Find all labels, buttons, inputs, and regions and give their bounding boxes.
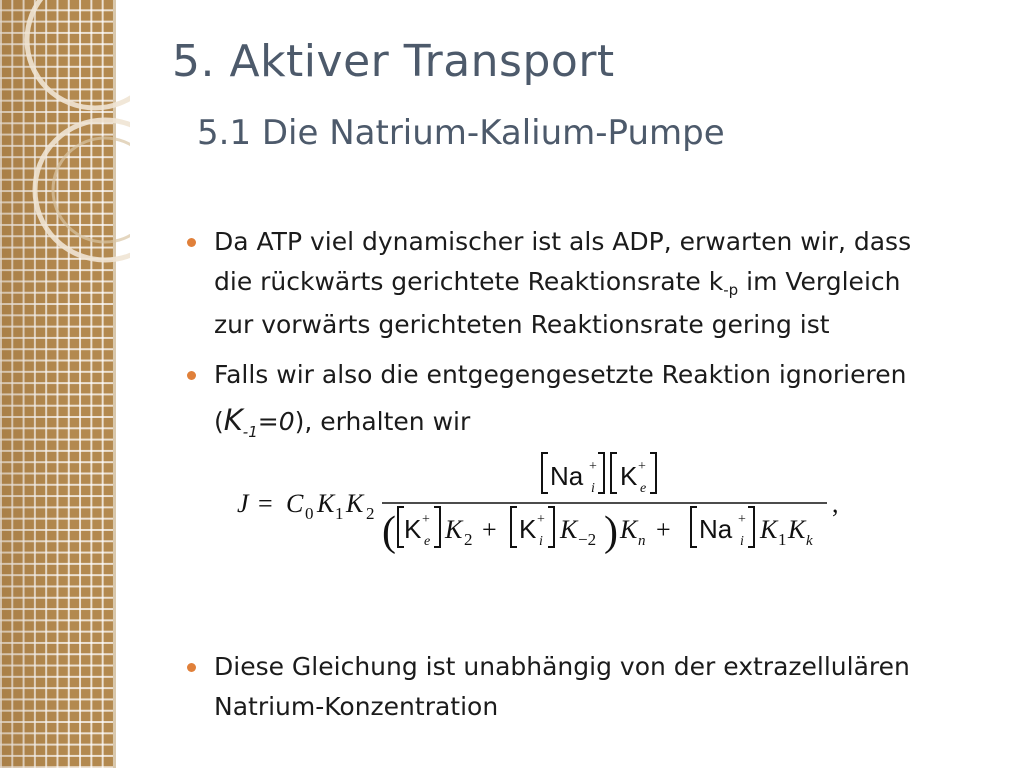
den-Na-sup: + bbox=[738, 512, 746, 527]
num-Na-sup: + bbox=[589, 459, 597, 474]
paren-open: ( bbox=[214, 407, 224, 436]
eq-J: J bbox=[237, 489, 249, 518]
den-Kn-sub: n bbox=[638, 533, 646, 549]
bullet-dot-icon bbox=[187, 238, 196, 247]
bullet-text: im Vergleich bbox=[738, 267, 901, 296]
eq-K1: K bbox=[317, 489, 335, 518]
bracket bbox=[748, 507, 754, 547]
bullet-dot-icon bbox=[187, 663, 196, 672]
eq-C-sub: 0 bbox=[305, 504, 314, 523]
paren-open: ( bbox=[382, 509, 396, 555]
den-Km2-sub: −2 bbox=[578, 530, 597, 549]
slide-subtitle: 5.1 Die Natrium-Kalium-Pumpe bbox=[197, 113, 725, 153]
den-Ke: K bbox=[404, 514, 422, 544]
bullet-item bbox=[187, 355, 987, 457]
eq-K2-sub: 2 bbox=[366, 504, 375, 523]
decorative-circles bbox=[0, 0, 130, 280]
rate-subscript: -p bbox=[723, 281, 739, 299]
den-Km2: K bbox=[560, 515, 578, 544]
num-Na-sub: i bbox=[591, 481, 595, 496]
k-equals: =0 bbox=[257, 407, 295, 436]
bracket bbox=[598, 453, 604, 493]
num-Na: Na bbox=[550, 461, 584, 491]
bracket bbox=[542, 453, 548, 493]
bullet-dot-icon bbox=[187, 371, 196, 380]
paren-close: ) bbox=[604, 509, 618, 555]
den-K1: K bbox=[760, 515, 778, 544]
pump-rate-equation bbox=[232, 445, 852, 555]
den-Ki-sup: + bbox=[537, 512, 545, 527]
den-Ki: K bbox=[519, 514, 537, 544]
bracket bbox=[548, 507, 554, 547]
eq-plus: + bbox=[656, 515, 671, 544]
den-Kk: K bbox=[788, 515, 806, 544]
eq-comma: , bbox=[832, 489, 839, 518]
bullet-item bbox=[187, 222, 987, 345]
bullet-text: Diese Gleichung ist unabhängig von der extrazellulären bbox=[214, 651, 910, 681]
bracket bbox=[611, 453, 617, 493]
den-Ke-sub: e bbox=[424, 534, 431, 549]
num-K-sub: e bbox=[640, 481, 647, 496]
bullet-item bbox=[187, 647, 987, 727]
den-K2: K bbox=[445, 515, 463, 544]
den-K2-sub: 2 bbox=[464, 530, 473, 549]
den-Ki-sub: i bbox=[539, 534, 543, 549]
bullet-text: Falls wir also die entgegengesetzte Reaktion ignorieren bbox=[214, 360, 907, 389]
den-K1-sub: 1 bbox=[778, 530, 787, 549]
eq-C: C bbox=[286, 489, 304, 518]
bracket bbox=[434, 507, 440, 547]
den-Na-sub: i bbox=[740, 534, 744, 549]
den-Ke-sup: + bbox=[422, 512, 430, 527]
bullet-text: die rückwärts gerichtete Reaktionsrate k bbox=[214, 267, 724, 296]
k-subscript: -1 bbox=[242, 422, 258, 441]
bullet-text: zur vorwärts gerichteten Reaktionsrate gering ist bbox=[214, 310, 830, 339]
bracket bbox=[691, 507, 697, 547]
bullet-text: Da ATP viel dynamischer ist als ADP, erwarten wir, dass bbox=[214, 227, 912, 256]
num-K: K bbox=[620, 461, 638, 491]
k-symbol: K bbox=[223, 403, 243, 437]
eq-equals: = bbox=[258, 489, 273, 518]
slide-title: 5. Aktiver Transport bbox=[172, 36, 615, 87]
den-Kk-sub: k bbox=[806, 533, 813, 549]
eq-K1-sub: 1 bbox=[335, 504, 344, 523]
bracket bbox=[511, 507, 517, 547]
bullet-text: ), erhalten wir bbox=[294, 407, 471, 436]
eq-K2: K bbox=[346, 489, 364, 518]
eq-plus: + bbox=[482, 515, 497, 544]
bracket bbox=[650, 453, 656, 493]
bullet-text: Natrium-Konzentration bbox=[214, 691, 499, 721]
den-Na: Na bbox=[699, 514, 733, 544]
num-K-sup: + bbox=[638, 459, 646, 474]
den-Kn: K bbox=[620, 515, 638, 544]
